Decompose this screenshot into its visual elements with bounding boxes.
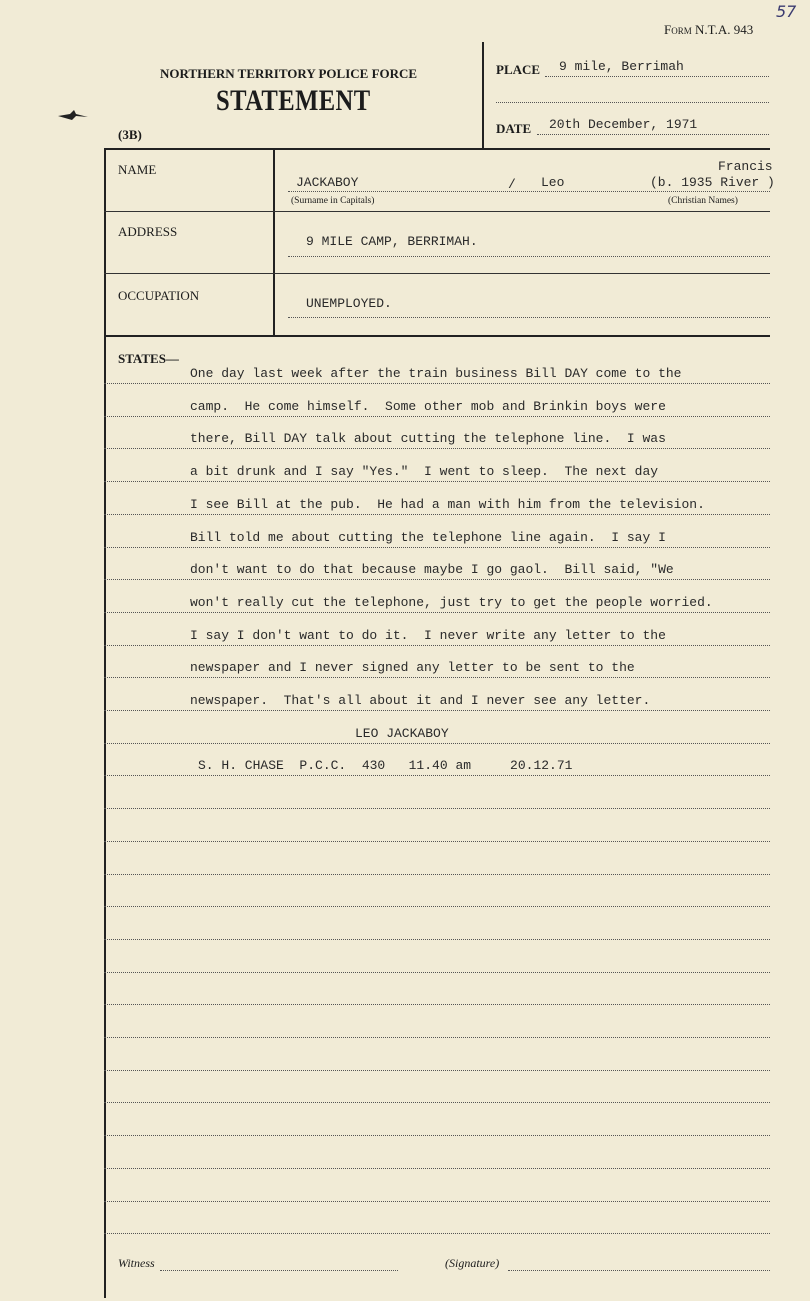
ruled-line: [104, 1088, 770, 1103]
signature-line: [508, 1258, 770, 1271]
address-line: [288, 242, 770, 257]
place-blank-line: [496, 88, 769, 103]
ruled-line: [104, 958, 770, 973]
statement-line: I say I don't want to do it. I never write any letter to the: [190, 627, 666, 643]
ruled-line: [104, 925, 770, 940]
occupation-label: OCCUPATION: [118, 288, 200, 303]
ruled-line: [104, 1219, 770, 1234]
name-label: NAME: [118, 162, 157, 177]
address-row-bottom-left: [104, 273, 273, 274]
surname-value: JACKABOY: [296, 175, 359, 190]
ruled-line: [104, 1154, 770, 1169]
corner-page-note: 57: [776, 2, 797, 21]
statement-line: won't really cut the telephone, just try to get the people worried.: [190, 594, 713, 610]
occupation-line: [288, 303, 770, 318]
address-row-bottom: [273, 273, 770, 274]
states-label: STATES—: [118, 351, 179, 366]
statement-line: newspaper. That's all about it and I never see any letter.: [190, 693, 651, 708]
place-label: PLACE: [496, 62, 541, 77]
agency-name: NORTHERN TERRITORY POLICE FORCE: [160, 66, 418, 81]
signed-name: LEO JACKABOY: [355, 725, 449, 741]
margin-mark-icon: [56, 108, 90, 122]
christian-names-caption: (Christian Names): [668, 196, 738, 206]
statement-line: newspaper and I never signed any letter to be sent to the: [190, 660, 635, 676]
witness-line: [160, 1258, 398, 1271]
statement-line: a bit drunk and I say "Yes." I went to sleep. The next day: [190, 464, 659, 480]
ruled-line: [104, 827, 770, 842]
form-top-border: [104, 148, 770, 150]
date-label: DATE: [496, 121, 532, 136]
officer-line: S. H. CHASE P.C.C. 430 11.40 am 20.12.71: [198, 758, 573, 774]
occupation-value: UNEMPLOYED.: [306, 296, 392, 311]
form-code: (3B): [118, 127, 142, 142]
address-label: ADDRESS: [118, 224, 178, 239]
name-separator: /: [508, 177, 516, 192]
statement-line: Bill told me about cutting the telephone line again. I say I: [190, 529, 666, 545]
given-name-value: Leo: [541, 175, 565, 190]
statement-line: I see Bill at the pub. He had a man with him from the television.: [190, 496, 705, 512]
ruled-line: [104, 1056, 770, 1071]
witness-label: Witness: [118, 1256, 155, 1270]
ruled-line: [104, 1121, 770, 1136]
date-field: [537, 118, 769, 135]
header-divider: [482, 42, 484, 148]
ruled-line: [104, 1023, 770, 1038]
statement-line: don't want to do that because maybe I go gaol. Bill said, "We: [190, 562, 674, 578]
statement-line: One day last week after the train business Bill DAY come to the: [190, 366, 682, 381]
occupation-row-bottom: [104, 335, 770, 337]
statement-line: camp. He come himself. Some other mob and Brinkin boys were: [190, 398, 666, 414]
ruled-line: [104, 794, 770, 809]
label-column-divider: [273, 148, 275, 336]
surname-caption: (Surname in Capitals): [291, 196, 375, 206]
name-row-bottom: [104, 211, 770, 212]
place-field: [545, 60, 769, 77]
ruled-line: [104, 892, 770, 907]
signature-label: (Signature): [445, 1256, 500, 1270]
ruled-line: [104, 860, 770, 875]
christian-names-note: Francis: [718, 159, 773, 174]
ruled-line: [104, 990, 770, 1005]
christian-names-extra: (b. 1935 River ): [650, 175, 775, 190]
statement-line: there, Bill DAY talk about cutting the telephone line. I was: [190, 431, 666, 447]
document-title: STATEMENT: [216, 84, 371, 117]
form-number: Form N.T.A. 943: [664, 22, 754, 37]
date-value: 20th December, 1971: [549, 117, 698, 132]
address-value: 9 MILE CAMP, BERRIMAH.: [306, 234, 478, 249]
ruled-line: [104, 1187, 770, 1202]
place-value: 9 mile, Berrimah: [559, 59, 684, 74]
